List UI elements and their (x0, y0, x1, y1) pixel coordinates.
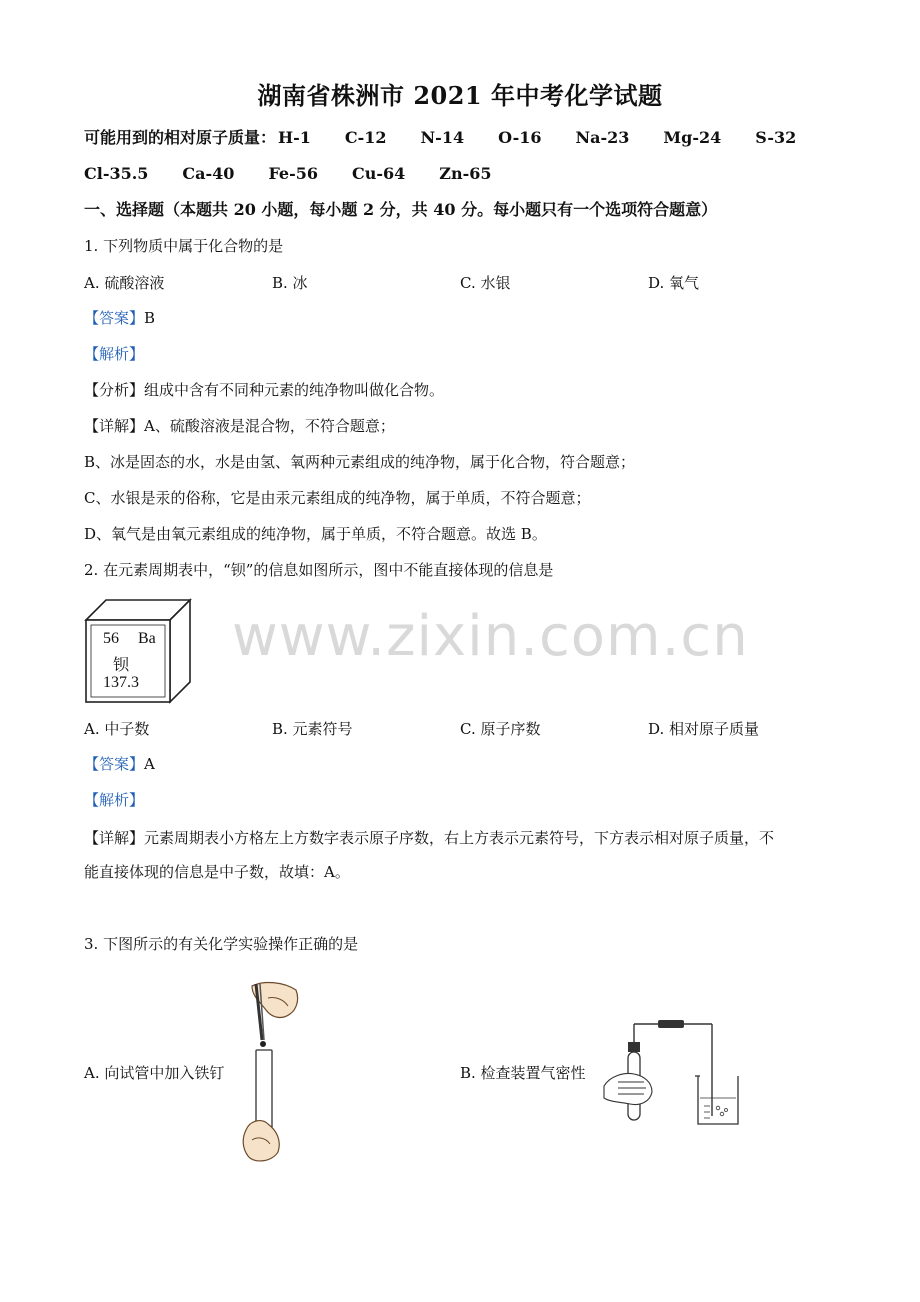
mass-item: N-14 (420, 128, 465, 147)
mass-item: O-16 (498, 128, 542, 147)
mass-item: H-1 (278, 128, 311, 147)
element-name: 钡 (113, 655, 130, 674)
mass-item: Na-23 (575, 128, 630, 147)
q1-detail-b: B、冰是固态的水，水是由氢、氧两种元素组成的纯净物，属于化合物，符合题意； (84, 453, 636, 471)
q2-analysis-tag: 【解析】 (84, 791, 145, 809)
mass-item: Fe-56 (268, 164, 319, 183)
answer-value: B (144, 309, 156, 327)
q1-detail-d: D、氧气是由氧元素组成的纯净物，属于单质，不符合题意。故选 B。 (84, 525, 547, 543)
element-atomic-mass: 137.3 (103, 674, 139, 691)
mass-item: Cu-64 (352, 164, 406, 183)
q1-option-b: B. 冰 (272, 274, 308, 292)
airtightness-check-figure (600, 1016, 748, 1128)
q2-answer (84, 754, 155, 774)
answer-tag: 【答案】 (84, 755, 145, 773)
q2-option-d: D. 相对原子质量 (648, 720, 760, 738)
section-heading: 一、选择题（本题共 20 小题，每小题 2 分，共 40 分。每小题只有一个选项符合题意） (84, 200, 718, 219)
mass-item: Mg-24 (663, 128, 722, 147)
q1-analysis-tag: 【解析】 (84, 345, 145, 363)
atomic-masses-row-1 (84, 128, 830, 148)
q1-answer (84, 308, 155, 328)
q1-option-d: D. 氧气 (648, 274, 700, 292)
atomic-masses-row-2 (84, 164, 526, 184)
q1-fenxi (84, 380, 444, 400)
add-iron-nail-figure (238, 980, 302, 1166)
q2-option-c: C. 原子序数 (460, 720, 541, 738)
watermark: www.zixin.com.cn (232, 604, 749, 669)
q2-option-b: B. 元素符号 (272, 720, 353, 738)
detail-text: A、硫酸溶液是混合物，不符合题意； (144, 417, 395, 435)
q3-option-b: B. 检查装置气密性 (460, 1064, 586, 1082)
mass-item: Ca-40 (182, 164, 235, 183)
mass-item: Zn-65 (439, 164, 492, 183)
element-atomic-number: 56 (103, 630, 119, 647)
atomic-masses-label: 可能用到的相对原子质量： (84, 128, 277, 147)
q2-detail-line-2: 能直接体现的信息是中子数，故填：A。 (84, 863, 350, 881)
mass-item: C-12 (344, 128, 387, 147)
element-symbol: Ba (138, 630, 156, 647)
answer-tag: 【答案】 (84, 309, 145, 327)
page-title: 湖南省株洲市 2021 年中考化学试题 (257, 81, 663, 110)
detail-tag: 【详解】 (84, 829, 145, 847)
fenxi-tag: 【分析】 (84, 381, 145, 399)
question-2-stem: 2. 在元素周期表中，“钡”的信息如图所示，图中不能直接体现的信息是 (84, 561, 554, 579)
q3-option-a: A. 向试管中加入铁钉 (84, 1064, 225, 1082)
question-1-stem: 1. 下列物质中属于化合物的是 (84, 237, 284, 255)
mass-item: S-32 (755, 128, 797, 147)
mass-item: Cl-35.5 (84, 164, 149, 183)
element-cube-figure (84, 598, 194, 706)
question-3-stem: 3. 下图所示的有关化学实验操作正确的是 (84, 935, 359, 953)
detail-tag: 【详解】 (84, 417, 145, 435)
q2-detail-line-1 (84, 828, 774, 848)
fenxi-text: 组成中含有不同种元素的纯净物叫做化合物。 (144, 381, 445, 399)
q1-option-a: A. 硫酸溶液 (84, 274, 165, 292)
q2-option-a: A. 中子数 (84, 720, 150, 738)
q1-detail-a (84, 416, 395, 436)
detail-text: 元素周期表小方格左上方数字表示原子序数，右上方表示元素符号，下方表示相对原子质量，不 (144, 829, 775, 847)
q1-option-c: C. 水银 (460, 274, 511, 292)
answer-value: A (144, 755, 155, 773)
q1-detail-c: C、水银是汞的俗称，它是由汞元素组成的纯净物，属于单质，不符合题意； (84, 489, 591, 507)
